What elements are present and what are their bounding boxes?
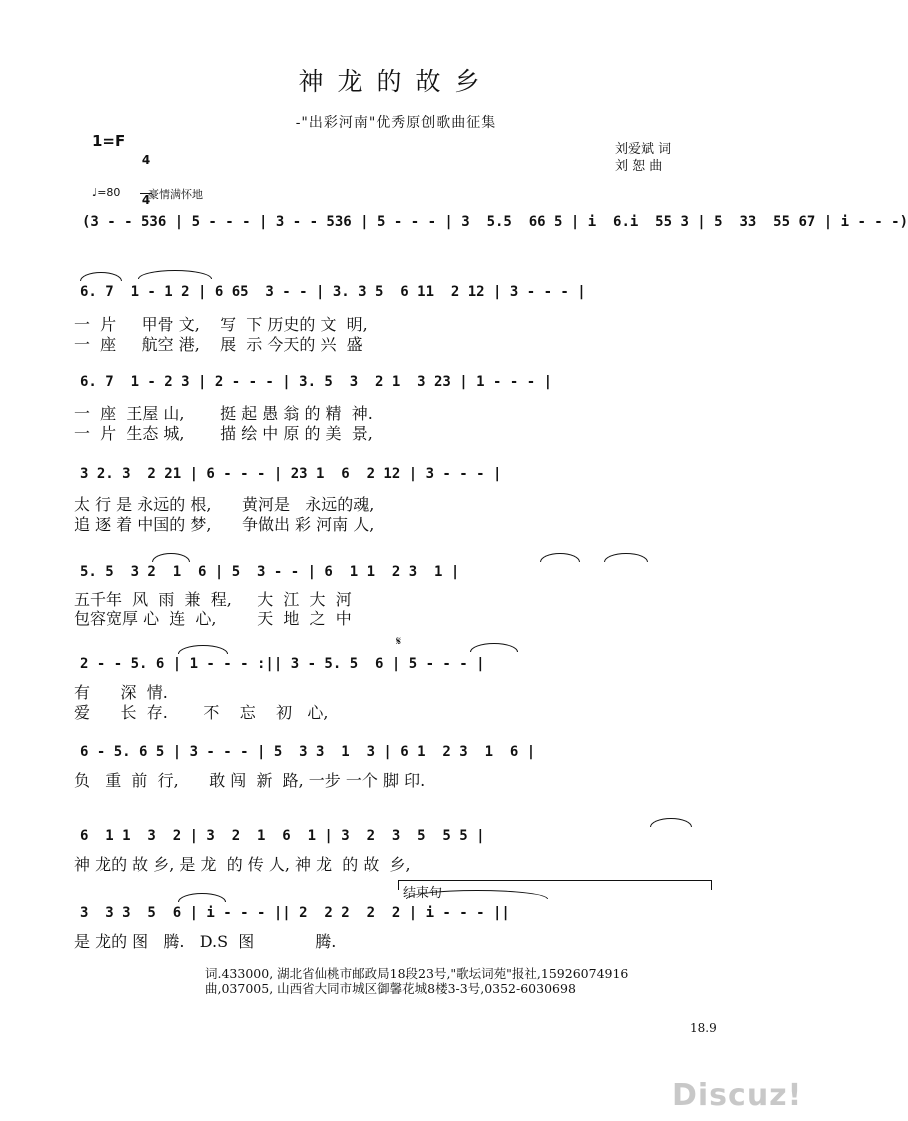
date-stamp: 18.9 [690,1021,717,1035]
notes-line: 2 - - 5. 6 | 1 - - - :|| 3 - 5. 5 6 | 5 - - - | [80,656,485,672]
lyric-verse-1: 负 重 前 行, 敢 闯 新 路, 一步 一个 脚 印. [74,771,426,790]
lyric-verse-2: 爱 长 存. 不 忘 初 心, [74,703,329,722]
lyric-verse-1: 有 深 情. [74,683,168,702]
notes-line: 3 3 3 5 6 | i - - - || 2 2 2 2 2 | i - - - || [80,905,510,921]
notes-line: 5. 5 3 2 1 6 | 5 3 - - | 6 1 1 2 3 1 | [80,564,460,580]
notes-line: 6 - 5. 6 5 | 3 - - - | 5 3 3 1 3 | 6 1 2 3 1 6 | [80,744,536,760]
lyric-verse-1: 五千年 风 雨 兼 程, 大 江 大 河 [74,590,352,609]
notes-line: 3 2. 3 2 21 | 6 - - - | 23 1 6 2 12 | 3 - - - | [80,466,502,482]
lyric-verse-2: 追 逐 着 中国的 梦, 争做出 彩 河南 人, [74,515,375,534]
tie-arc [604,553,648,562]
meter-bottom: 4 [141,193,151,207]
tie-arc [80,272,122,281]
footer-composer-address: 曲,037005, 山西省大同市城区御馨花城8楼3-3号,0352-6030698 [205,981,576,996]
lyric-verse-2: 一 座 航空 港, 展 示 今天的 兴 盛 [74,335,363,354]
ending-bracket-left [398,880,399,890]
time-signature [140,128,152,220]
lyric-verse-1: 一 片 甲骨 文, 写 下 历史的 文 明, [74,315,368,334]
lyric-verse-1: 太 行 是 永远的 根, 黄河是 永远的魂, [74,495,375,514]
song-subtitle: -"出彩河南"优秀原创歌曲征集 [295,115,497,131]
lyric-verse-1: 是 龙的 图 腾. D.S 图 腾. [74,932,337,951]
tie-arc [470,643,518,652]
lyric-verse-1: 神 龙的 故 乡, 是 龙 的 传 人, 神 龙 的 故 乡, [74,855,411,874]
tie-arc [178,645,228,654]
meter-top: 4 [141,153,151,167]
tie-arc [138,270,212,279]
tempo-marking: ♩=80 [92,186,121,199]
expression-marking: 豪情满怀地 [148,188,203,201]
key-signature: 1=F [92,132,126,150]
notes-line: 6 1 1 3 2 | 3 2 1 6 1 | 3 2 3 5 5 5 | [80,828,485,844]
tie-arc [178,893,226,902]
tie-arc [152,553,190,562]
lyric-verse-1: 一 座 王屋 山, 挺 起 愚 翁 的 精 神. [74,404,373,423]
notes-line: 6. 7 1 - 1 2 | 6 65 3 - - | 3. 3 5 6 11 2 12 | 3 - - - | [80,284,586,300]
site-watermark: Discuz! [672,1078,803,1113]
segno-mark: 𝄋 [396,634,402,648]
song-title: 神龙的故乡 [298,67,494,96]
ending-bracket-right [711,880,712,890]
ending-label: 结束句 [403,886,443,901]
lyric-verse-2: 一 片 生态 城, 描 绘 中 原 的 美 景, [74,424,373,443]
tie-arc [540,553,580,562]
tie-arc [650,818,692,827]
ending-bracket [398,880,712,881]
lyric-verse-2: 包容宽厚 心 连 心, 天 地 之 中 [74,609,352,628]
footer-lyricist-address: 词.433000, 湖北省仙桃市邮政局18段23号,"歌坛词苑"报社,15926074916 [205,966,629,981]
lyricist-credit: 刘爱斌 词 [615,142,672,157]
intro-notes: (3 - - 536 | 5 - - - | 3 - - 536 | 5 - - - | 3 5.5 66 5 | i 6.i 55 3 | 5 33 55 67 | i - - -) [82,214,908,230]
notes-line: 6. 7 1 - 2 3 | 2 - - - | 3. 5 3 2 1 3 23 | 1 - - - | [80,374,553,390]
composer-credit: 刘 恕 曲 [615,159,663,174]
